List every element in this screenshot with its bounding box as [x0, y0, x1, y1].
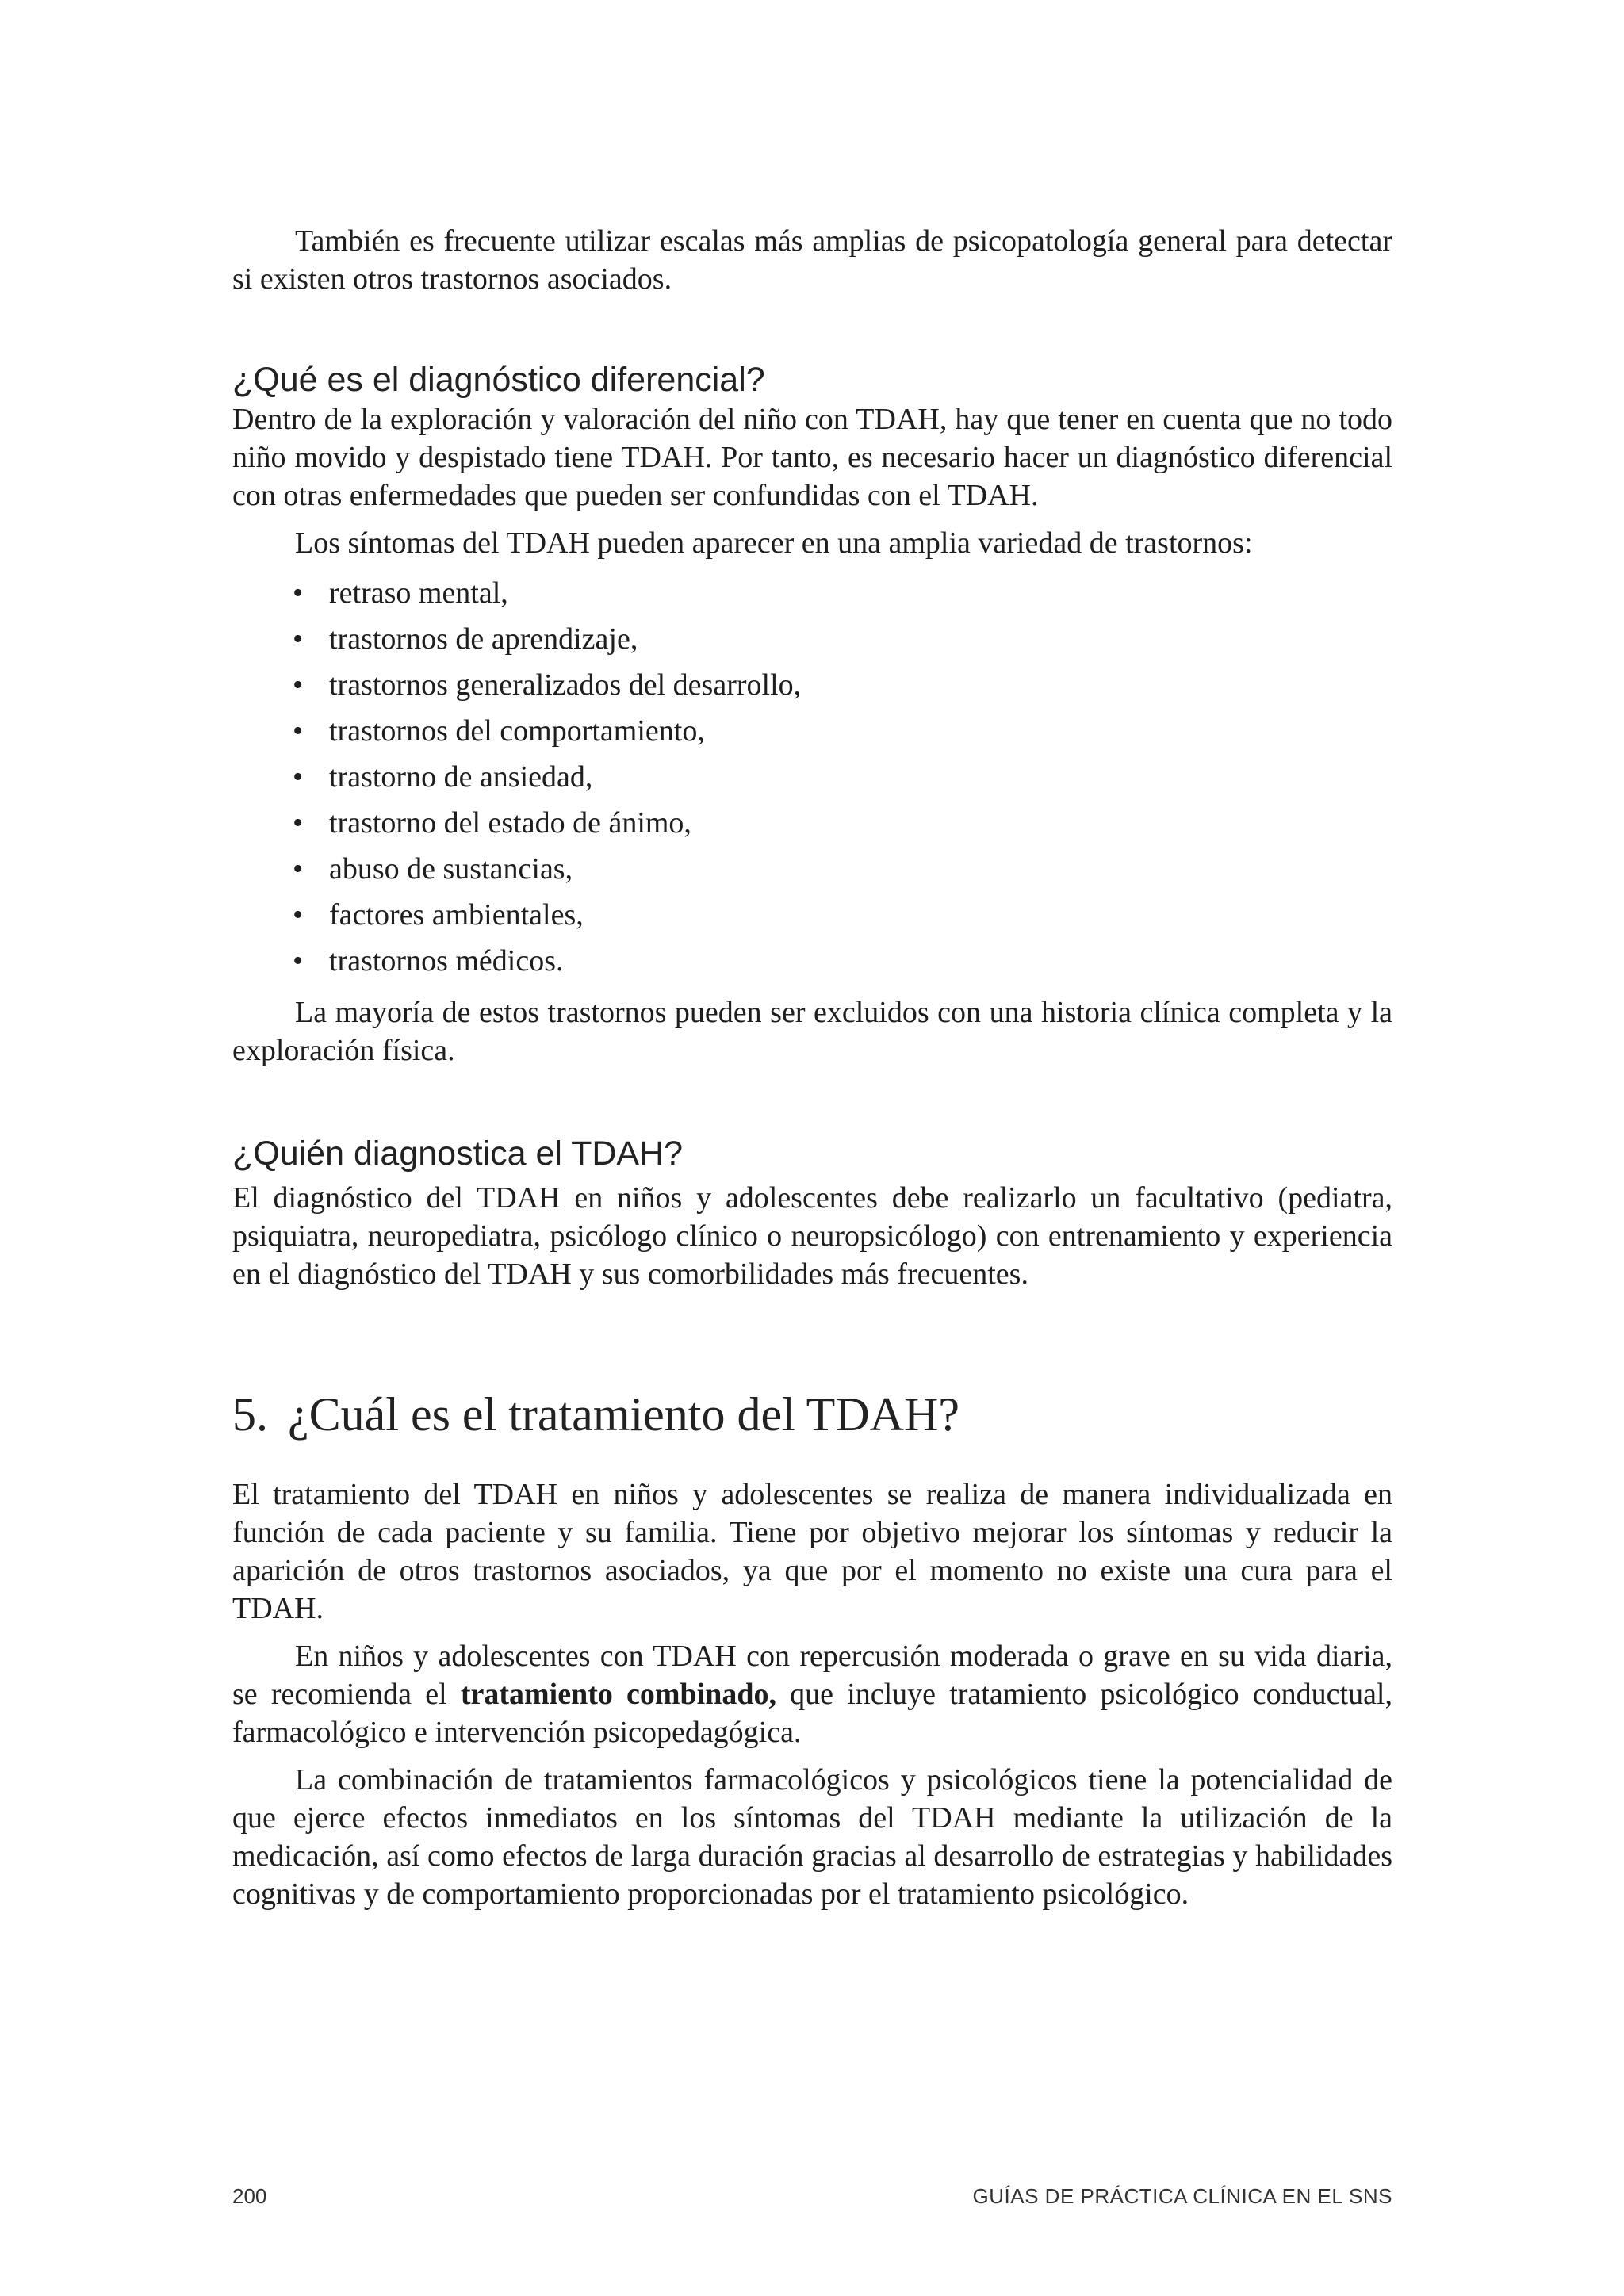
differential-paragraph-3: La mayoría de estos trastornos pueden ser excluidos con una historia clínica completa y la exploración física. — [232, 996, 1392, 1067]
who-diagnoses-paragraph: El diagnóstico del TDAH en niños y adolescentes debe realizarlo un facultativo (pediatra, psiquiatra, neuropediatra, psicólogo clínico o neuropsicólogo) con entrenamiento y experiencia en el diagnóstico del TDAH y sus comorbilidades más frecuentes. — [232, 1181, 1392, 1291]
list-item: • trastornos de aprendizaje, — [232, 616, 1392, 662]
differential-diagnosis-heading: ¿Qué es el diagnóstico diferencial? — [232, 361, 765, 399]
bullet-icon: • — [293, 576, 304, 610]
list-item: • trastornos del comportamiento, — [232, 708, 1392, 754]
list-item: • trastornos generalizados del desarrollo, — [232, 662, 1392, 708]
treatment-paragraph-2: En niños y adolescentes con TDAH con repercusión moderada o grave en su vida diaria, se recomienda el tratamiento combinado, que incluye tratamiento psicológico conductual, farmacológico e intervención psicopedagógica. — [232, 1640, 1392, 1749]
who-diagnoses-heading: ¿Quién diagnostica el TDAH? — [232, 1135, 684, 1173]
list-item: • trastorno de ansiedad, — [232, 754, 1392, 800]
list-item: • factores ambientales, — [232, 892, 1392, 938]
section-5-heading — [232, 1387, 1392, 1442]
treatment-paragraph-3: La combinación de tratamientos farmacológicos y psicológicos tiene la potencialidad de que ejerce efectos inmediatos en los síntomas del TDAH mediante la utilización de la medicación, así como efectos de larga duración gracias al desarrollo de estrategias y habilidades cognitivas y de comportamiento proporcionadas por el tratamiento psicológico. — [232, 1763, 1392, 1911]
bullet-icon: • — [293, 714, 304, 748]
disorders-list — [232, 570, 1392, 984]
bullet-icon: • — [293, 622, 304, 656]
intro-paragraph: También es frecuente utilizar escalas más amplias de psicopatología general para detectar si existen otros trastornos asociados. — [232, 224, 1392, 296]
page-number: 200 — [232, 2184, 267, 2208]
bullet-icon: • — [293, 760, 304, 794]
differential-paragraph-1: Dentro de la exploración y valoración del niño con TDAH, hay que tener en cuenta que no todo niño movido y despistado tiene TDAH. Por tanto, es necesario hacer un diagnóstico diferencial con otras enfermedades que pueden ser confundidas con el TDAH. — [232, 403, 1392, 512]
list-item: • retraso mental, — [232, 570, 1392, 616]
list-item: • abuso de sustancias, — [232, 846, 1392, 892]
bullet-icon: • — [293, 852, 304, 886]
bullet-icon: • — [293, 944, 304, 978]
bullet-icon: • — [293, 806, 304, 840]
list-item: • trastorno del estado de ánimo, — [232, 800, 1392, 846]
guide-title: GUÍAS DE PRÁCTICA CLÍNICA EN EL SNS — [972, 2184, 1392, 2208]
treatment-paragraph-1: El tratamiento del TDAH en niños y adolescentes se realiza de manera individualizada en función de cada paciente y su familia. Tiene por objetivo mejorar los síntomas y reducir la aparición de otros trastornos asociados, ya que por el momento no existe una cura para el TDAH. — [232, 1478, 1392, 1625]
section-title: ¿Cuál es el tratamiento del TDAH? — [288, 1388, 959, 1441]
combined-treatment-bold: tratamiento combinado, — [460, 1678, 776, 1711]
bullet-icon: • — [293, 668, 304, 702]
section-number: 5. — [232, 1388, 268, 1441]
differential-paragraph-2: Los síntomas del TDAH pueden aparecer en una amplia variedad de trastornos: — [295, 526, 1253, 560]
page-body — [232, 222, 1392, 1913]
bullet-icon: • — [293, 898, 304, 932]
list-item: • trastornos médicos. — [232, 938, 1392, 984]
